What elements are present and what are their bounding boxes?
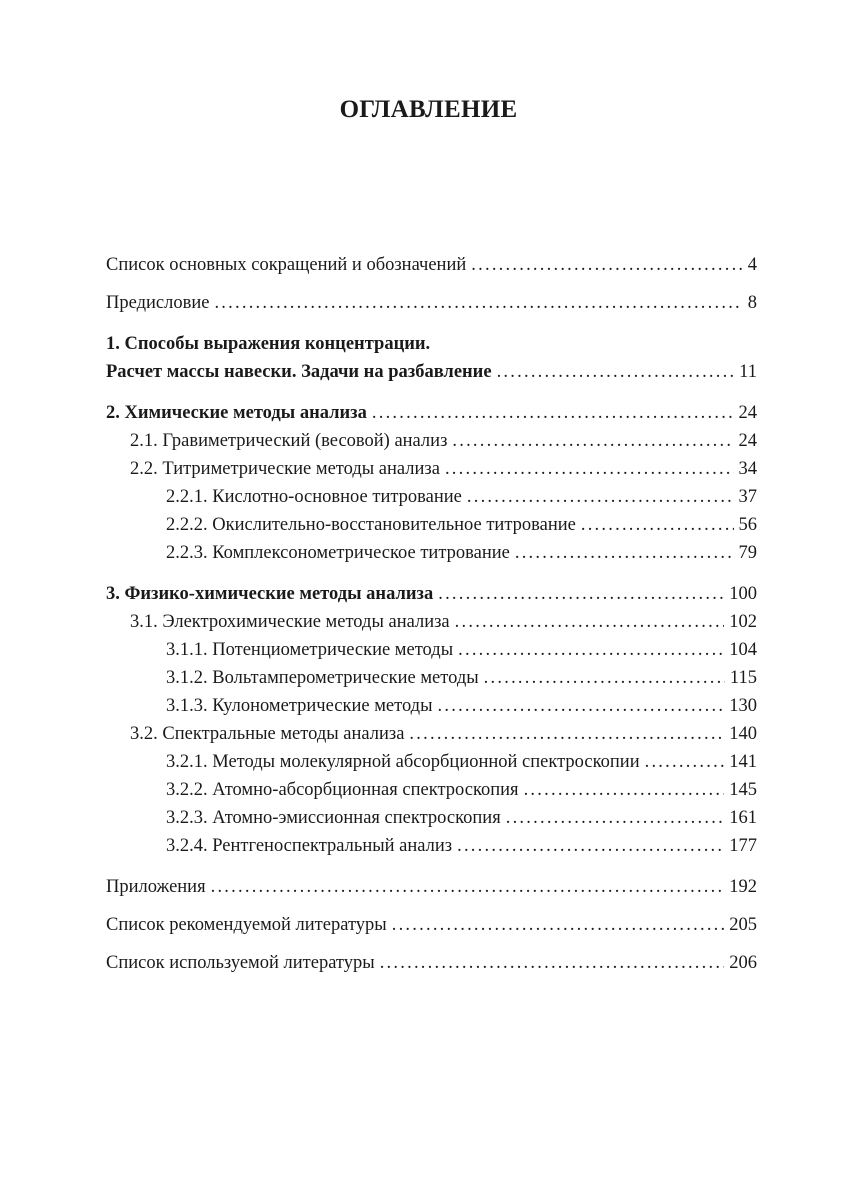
toc-entry-3-1-2	[106, 664, 757, 692]
toc-label: Список рекомендуемой литературы	[106, 911, 392, 939]
toc-page-number: 192	[724, 873, 757, 901]
toc-label: Приложения	[106, 873, 211, 901]
leader-dots	[211, 873, 725, 901]
toc-entry-appendix	[106, 873, 757, 901]
leader-dots	[581, 511, 734, 539]
toc-page-number: 34	[734, 455, 758, 483]
leader-dots	[438, 580, 724, 608]
leader-dots	[471, 251, 742, 279]
toc-label: Список основных сокращений и обозначений	[106, 251, 471, 279]
toc-entry-3-2-4	[106, 832, 757, 860]
toc-page-number: 24	[734, 399, 758, 427]
page-title: ОГЛАВЛЕНИЕ	[339, 96, 518, 123]
leader-dots	[515, 539, 734, 567]
toc-page-number: 140	[724, 720, 757, 748]
toc-label: 3.2.4. Рентгеноспектральный анализ	[166, 832, 457, 860]
toc-label: Расчет массы навески. Задачи на разбавление	[106, 358, 497, 386]
toc-label: 3.1.3. Кулонометрические методы	[166, 692, 438, 720]
toc-page-number: 115	[725, 664, 757, 692]
toc-entry-2-2	[106, 455, 757, 483]
toc-entry-preface	[106, 289, 757, 317]
leader-dots	[524, 776, 725, 804]
leader-dots	[372, 399, 734, 427]
toc-page-number: 24	[734, 427, 758, 455]
toc-entry-used-literature	[106, 949, 757, 977]
toc-label: 3.2.3. Атомно-эмиссионная спектроскопия	[166, 804, 506, 832]
toc-page-number: 206	[724, 949, 757, 977]
toc-entry-2-2-3	[106, 539, 757, 567]
toc-label: 3.2.2. Атомно-абсорбционная спектроскопия	[166, 776, 524, 804]
toc-label: 3.2. Спектральные методы анализа	[130, 720, 409, 748]
toc-entry-2-2-2	[106, 511, 757, 539]
leader-dots	[392, 911, 725, 939]
toc-entry-2-2-1	[106, 483, 757, 511]
leader-dots	[445, 455, 734, 483]
toc-page-number: 56	[734, 511, 758, 539]
toc-entry-recommended-literature	[106, 911, 757, 939]
leader-dots	[484, 664, 725, 692]
table-of-contents	[106, 251, 757, 977]
leader-dots	[467, 483, 734, 511]
toc-entry-3-1-3	[106, 692, 757, 720]
toc-entry-3-1-1	[106, 636, 757, 664]
toc-page-number: 4	[743, 251, 757, 279]
toc-label: 2. Химические методы анализа	[106, 399, 372, 427]
toc-page-number: 11	[734, 358, 757, 386]
toc-page-number: 130	[724, 692, 757, 720]
toc-page-number: 8	[743, 289, 757, 317]
toc-label: 2.2.3. Комплексонометрическое титрование	[166, 539, 515, 567]
toc-label: 2.1. Гравиметрический (весовой) анализ	[130, 427, 452, 455]
leader-dots	[506, 804, 725, 832]
toc-page-number: 79	[734, 539, 758, 567]
toc-label: 3.2.1. Методы молекулярной абсорбционной спектроскопии	[166, 748, 645, 776]
toc-page-number: 102	[724, 608, 757, 636]
leader-dots	[409, 720, 724, 748]
toc-page-number: 37	[734, 483, 758, 511]
toc-entry-3-2	[106, 720, 757, 748]
leader-dots	[438, 692, 725, 720]
toc-entry-2-1	[106, 427, 757, 455]
toc-label: 3. Физико-химические методы анализа	[106, 580, 438, 608]
leader-dots	[645, 748, 725, 776]
leader-dots	[455, 608, 725, 636]
leader-dots	[452, 427, 733, 455]
toc-entry-3-1	[106, 608, 757, 636]
toc-page-number: 145	[724, 776, 757, 804]
toc-entry-3-2-3	[106, 804, 757, 832]
toc-page-number: 177	[724, 832, 757, 860]
toc-label: 2.2.2. Окислительно-восстановительное титрование	[166, 511, 581, 539]
toc-label: Предисловие	[106, 289, 214, 317]
toc-entry-3-2-1	[106, 748, 757, 776]
toc-label: 3.1.2. Вольтамперометрические методы	[166, 664, 484, 692]
toc-entry-abbreviations	[106, 251, 757, 279]
toc-page-number: 141	[724, 748, 757, 776]
leader-dots	[380, 949, 725, 977]
toc-label: 2.2. Титриметрические методы анализа	[130, 455, 445, 483]
toc-entry-chapter1	[106, 358, 757, 386]
toc-entry-chapter2	[106, 399, 757, 427]
leader-dots	[214, 289, 742, 317]
toc-label: Список используемой литературы	[106, 949, 380, 977]
leader-dots	[458, 636, 724, 664]
toc-label: 3.1. Электрохимические методы анализа	[130, 608, 455, 636]
leader-dots	[457, 832, 724, 860]
toc-page-number: 104	[724, 636, 757, 664]
toc-page-number: 100	[724, 580, 757, 608]
toc-entry-chapter3	[106, 580, 757, 608]
toc-page-number: 161	[724, 804, 757, 832]
toc-label: 3.1.1. Потенциометрические методы	[166, 636, 458, 664]
leader-dots	[497, 358, 735, 386]
toc-chapter1-first-line: 1. Способы выражения концентрации.	[106, 334, 431, 354]
toc-page-number: 205	[724, 911, 757, 939]
toc-label: 2.2.1. Кислотно-основное титрование	[166, 483, 467, 511]
toc-entry-3-2-2	[106, 776, 757, 804]
